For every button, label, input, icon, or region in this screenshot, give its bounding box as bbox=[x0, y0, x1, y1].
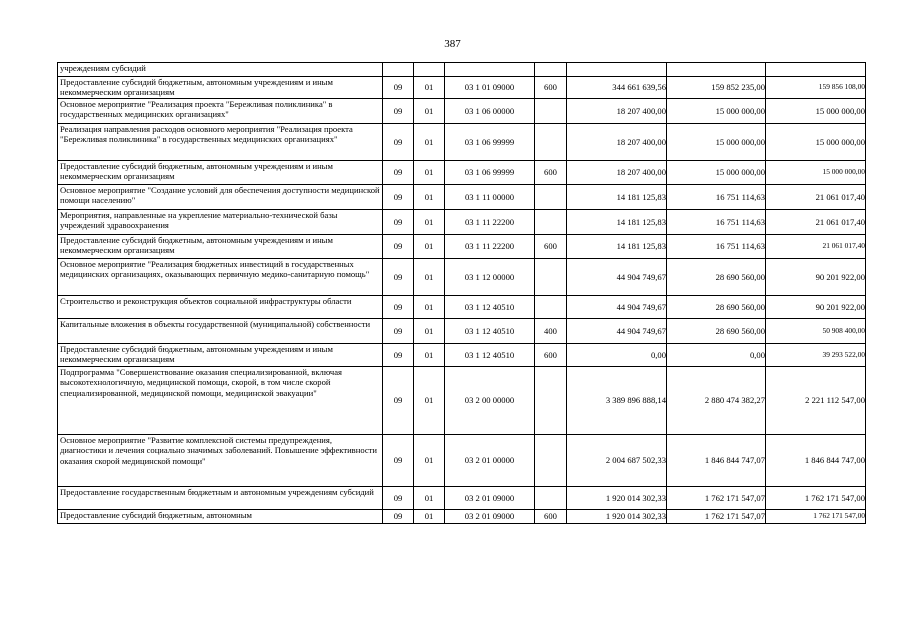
amount-col2-cell bbox=[667, 63, 766, 77]
subsection-cell bbox=[414, 63, 445, 77]
row-name-cell: Капитальные вложения в объекты государственной (муниципальной) собственности bbox=[58, 318, 383, 343]
expense-type-cell: 600 bbox=[535, 77, 567, 99]
table-row bbox=[58, 343, 866, 366]
amount-col2-cell: 15 000 000,00 bbox=[667, 123, 766, 160]
target-article-cell: 03 1 12 00000 bbox=[445, 258, 535, 295]
amount-col3-cell: 21 061 017,40 bbox=[766, 234, 866, 258]
subsection-cell: 01 bbox=[414, 258, 445, 295]
target-article-cell: 03 1 06 99999 bbox=[445, 160, 535, 184]
amount-col3-cell: 1 762 171 547,00 bbox=[766, 509, 866, 523]
amount-col2-cell: 0,00 bbox=[667, 343, 766, 366]
target-article-cell: 03 2 00 00000 bbox=[445, 366, 535, 434]
expense-type-cell bbox=[535, 98, 567, 123]
row-name-cell: Предоставление субсидий бюджетным, автономным bbox=[58, 509, 383, 523]
section-cell: 09 bbox=[383, 234, 414, 258]
section-cell: 09 bbox=[383, 295, 414, 318]
expense-type-cell bbox=[535, 184, 567, 209]
amount-col3-cell: 15 000 000,00 bbox=[766, 98, 866, 123]
section-cell: 09 bbox=[383, 184, 414, 209]
amount-col2-cell: 28 690 560,00 bbox=[667, 318, 766, 343]
amount-col2-cell: 16 751 114,63 bbox=[667, 184, 766, 209]
amount-col1-cell: 344 661 639,56 bbox=[567, 77, 667, 99]
expense-type-cell: 400 bbox=[535, 318, 567, 343]
table-row bbox=[58, 234, 866, 258]
amount-col1-cell: 18 207 400,00 bbox=[567, 123, 667, 160]
amount-col1-cell: 18 207 400,00 bbox=[567, 160, 667, 184]
row-name-cell: Предоставление субсидий бюджетным, автономным учреждениям и иным некоммерческим организациям bbox=[58, 77, 383, 99]
row-name-cell: Основное мероприятие "Реализация бюджетных инвестиций в государственных медицинских организациях, оказывающих первичную медико-санитарную помощь" bbox=[58, 258, 383, 295]
table-row bbox=[58, 63, 866, 77]
row-name-cell: Предоставление субсидий бюджетным, автономным учреждениям и иным некоммерческим организациям bbox=[58, 343, 383, 366]
subsection-cell: 01 bbox=[414, 123, 445, 160]
subsection-cell: 01 bbox=[414, 98, 445, 123]
table-row bbox=[58, 209, 866, 234]
expense-type-cell bbox=[535, 434, 567, 486]
expense-type-cell bbox=[535, 486, 567, 509]
row-name-cell: Предоставление государственным бюджетным и автономным учреждениям субсидий bbox=[58, 486, 383, 509]
target-article-cell: 03 1 06 99999 bbox=[445, 123, 535, 160]
section-cell: 09 bbox=[383, 77, 414, 99]
amount-col3-cell: 21 061 017,40 bbox=[766, 209, 866, 234]
amount-col1-cell bbox=[567, 63, 667, 77]
row-name-cell: Строительство и реконструкция объектов социальной инфраструктуры области bbox=[58, 295, 383, 318]
row-name-cell: Основное мероприятие "Развитие комплексной системы предупреждения, диагностики и лечения социально значимых заболеваний. Повышение эффективности оказания скорой медицинской помощи" bbox=[58, 434, 383, 486]
amount-col3-cell: 15 000 000,00 bbox=[766, 160, 866, 184]
target-article-cell bbox=[445, 63, 535, 77]
row-name-cell: Основное мероприятие "Реализация проекта "Бережливая поликлиника" в государственных медицинских организациях" bbox=[58, 98, 383, 123]
subsection-cell: 01 bbox=[414, 209, 445, 234]
row-name-cell: Подпрограмма "Совершенствование оказания специализированной, включая высокотехнологичную, медицинской помощи, скорой, в том числе скорой специализированной, медицинской помощи, медицинской эвакуации" bbox=[58, 366, 383, 434]
amount-col1-cell: 18 207 400,00 bbox=[567, 98, 667, 123]
table-row bbox=[58, 123, 866, 160]
target-article-cell: 03 1 06 00000 bbox=[445, 98, 535, 123]
subsection-cell: 01 bbox=[414, 77, 445, 99]
expense-type-cell bbox=[535, 209, 567, 234]
amount-col3-cell: 2 221 112 547,00 bbox=[766, 366, 866, 434]
subsection-cell: 01 bbox=[414, 160, 445, 184]
expense-type-cell: 600 bbox=[535, 160, 567, 184]
section-cell: 09 bbox=[383, 98, 414, 123]
amount-col1-cell: 2 004 687 502,33 bbox=[567, 434, 667, 486]
row-name-cell: учреждениям субсидий bbox=[58, 63, 383, 77]
section-cell: 09 bbox=[383, 258, 414, 295]
target-article-cell: 03 1 11 00000 bbox=[445, 184, 535, 209]
table-row bbox=[58, 366, 866, 434]
subsection-cell: 01 bbox=[414, 343, 445, 366]
target-article-cell: 03 2 01 09000 bbox=[445, 509, 535, 523]
amount-col1-cell: 44 904 749,67 bbox=[567, 295, 667, 318]
amount-col1-cell: 1 920 014 302,33 bbox=[567, 486, 667, 509]
amount-col3-cell: 90 201 922,00 bbox=[766, 295, 866, 318]
table-row bbox=[58, 486, 866, 509]
amount-col2-cell: 15 000 000,00 bbox=[667, 98, 766, 123]
section-cell bbox=[383, 63, 414, 77]
subsection-cell: 01 bbox=[414, 234, 445, 258]
amount-col3-cell: 50 908 400,00 bbox=[766, 318, 866, 343]
amount-col2-cell: 16 751 114,63 bbox=[667, 234, 766, 258]
amount-col2-cell: 1 846 844 747,07 bbox=[667, 434, 766, 486]
amount-col2-cell: 16 751 114,63 bbox=[667, 209, 766, 234]
amount-col3-cell: 1 846 844 747,00 bbox=[766, 434, 866, 486]
section-cell: 09 bbox=[383, 366, 414, 434]
table-row bbox=[58, 509, 866, 523]
amount-col3-cell: 90 201 922,00 bbox=[766, 258, 866, 295]
amount-col2-cell: 1 762 171 547,07 bbox=[667, 486, 766, 509]
expense-type-cell: 600 bbox=[535, 509, 567, 523]
amount-col3-cell: 159 856 108,00 bbox=[766, 77, 866, 99]
amount-col3-cell: 15 000 000,00 bbox=[766, 123, 866, 160]
table-row bbox=[58, 434, 866, 486]
amount-col1-cell: 3 389 896 888,14 bbox=[567, 366, 667, 434]
table-row bbox=[58, 77, 866, 99]
expense-type-cell: 600 bbox=[535, 234, 567, 258]
section-cell: 09 bbox=[383, 343, 414, 366]
amount-col1-cell: 14 181 125,83 bbox=[567, 184, 667, 209]
table-row bbox=[58, 258, 866, 295]
section-cell: 09 bbox=[383, 434, 414, 486]
expense-type-cell: 600 bbox=[535, 343, 567, 366]
subsection-cell: 01 bbox=[414, 318, 445, 343]
subsection-cell: 01 bbox=[414, 366, 445, 434]
expense-type-cell bbox=[535, 258, 567, 295]
subsection-cell: 01 bbox=[414, 184, 445, 209]
amount-col1-cell: 14 181 125,83 bbox=[567, 209, 667, 234]
expense-type-cell bbox=[535, 366, 567, 434]
target-article-cell: 03 2 01 00000 bbox=[445, 434, 535, 486]
row-name-cell: Мероприятия, направленные на укрепление материально-технической базы учреждений здравоохранения bbox=[58, 209, 383, 234]
expense-type-cell bbox=[535, 295, 567, 318]
amount-col1-cell: 44 904 749,67 bbox=[567, 318, 667, 343]
section-cell: 09 bbox=[383, 209, 414, 234]
amount-col3-cell: 21 061 017,40 bbox=[766, 184, 866, 209]
amount-col3-cell: 39 293 522,00 bbox=[766, 343, 866, 366]
section-cell: 09 bbox=[383, 123, 414, 160]
target-article-cell: 03 1 12 40510 bbox=[445, 318, 535, 343]
expense-type-cell bbox=[535, 123, 567, 160]
amount-col2-cell: 28 690 560,00 bbox=[667, 258, 766, 295]
amount-col3-cell bbox=[766, 63, 866, 77]
amount-col3-cell: 1 762 171 547,00 bbox=[766, 486, 866, 509]
budget-table bbox=[57, 62, 866, 524]
table-row bbox=[58, 318, 866, 343]
target-article-cell: 03 1 12 40510 bbox=[445, 295, 535, 318]
section-cell: 09 bbox=[383, 318, 414, 343]
table-body bbox=[58, 63, 866, 524]
amount-col1-cell: 44 904 749,67 bbox=[567, 258, 667, 295]
table-row bbox=[58, 295, 866, 318]
target-article-cell: 03 1 11 22200 bbox=[445, 234, 535, 258]
amount-col1-cell: 0,00 bbox=[567, 343, 667, 366]
page-number: 387 bbox=[444, 38, 461, 50]
row-name-cell: Предоставление субсидий бюджетным, автономным учреждениям и иным некоммерческим организациям bbox=[58, 234, 383, 258]
amount-col2-cell: 15 000 000,00 bbox=[667, 160, 766, 184]
target-article-cell: 03 1 11 22200 bbox=[445, 209, 535, 234]
subsection-cell: 01 bbox=[414, 486, 445, 509]
amount-col2-cell: 28 690 560,00 bbox=[667, 295, 766, 318]
row-name-cell: Основное мероприятие "Создание условий для обеспечения доступности медицинской помощи населению" bbox=[58, 184, 383, 209]
target-article-cell: 03 1 12 40510 bbox=[445, 343, 535, 366]
amount-col1-cell: 1 920 014 302,33 bbox=[567, 509, 667, 523]
row-name-cell: Предоставление субсидий бюджетным, автономным учреждениям и иным некоммерческим организациям bbox=[58, 160, 383, 184]
row-name-cell: Реализация направления расходов основного мероприятия "Реализация проекта "Бережливая поликлиника" в государственных медицинских организациях" bbox=[58, 123, 383, 160]
table-row bbox=[58, 160, 866, 184]
target-article-cell: 03 1 01 09000 bbox=[445, 77, 535, 99]
section-cell: 09 bbox=[383, 509, 414, 523]
amount-col2-cell: 1 762 171 547,07 bbox=[667, 509, 766, 523]
section-cell: 09 bbox=[383, 160, 414, 184]
subsection-cell: 01 bbox=[414, 434, 445, 486]
amount-col2-cell: 159 852 235,00 bbox=[667, 77, 766, 99]
section-cell: 09 bbox=[383, 486, 414, 509]
subsection-cell: 01 bbox=[414, 295, 445, 318]
amount-col2-cell: 2 880 474 382,27 bbox=[667, 366, 766, 434]
amount-col1-cell: 14 181 125,83 bbox=[567, 234, 667, 258]
subsection-cell: 01 bbox=[414, 509, 445, 523]
target-article-cell: 03 2 01 09000 bbox=[445, 486, 535, 509]
table-row bbox=[58, 184, 866, 209]
expense-type-cell bbox=[535, 63, 567, 77]
table-row bbox=[58, 98, 866, 123]
